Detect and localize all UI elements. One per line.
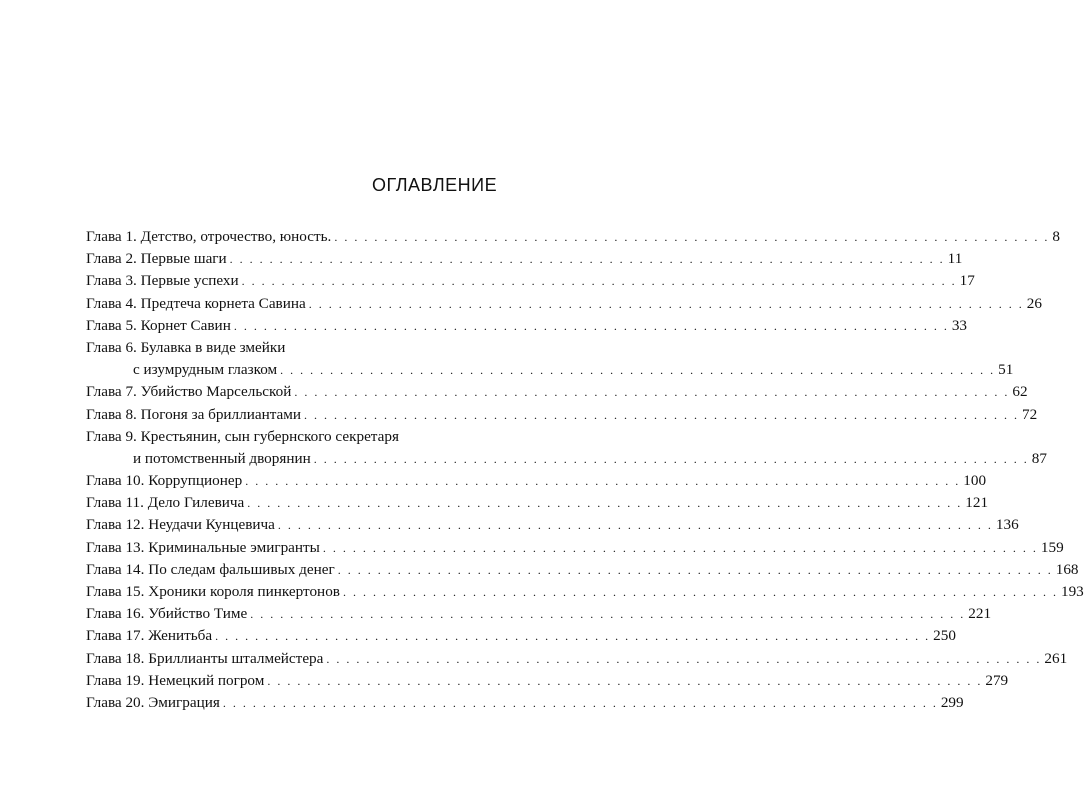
chapter-title: Эмиграция — [148, 693, 220, 711]
chapter-title: Убийство Марсельской — [140, 383, 292, 401]
chapter-label: Глава 2. — [86, 250, 137, 268]
chapter-title: Детство, отрочество, юность. — [140, 228, 332, 245]
dot-leader: . . . . . . . . . . . . . . . . . . . . . . . . . . . . . . . . . . . . . . . . . . . . . . . . . . . . . . . . . . . . . . . . . . . . . . . . — [326, 651, 1042, 666]
toc-entry-line — [86, 581, 1084, 603]
chapter-label: Глава 14. — [86, 560, 145, 578]
chapter-label: Глава 9. — [86, 427, 137, 445]
toc-entry — [86, 315, 968, 337]
chapter-title: Предтеча корнета Савина — [140, 294, 306, 312]
chapter-title: Убийство Тиме — [148, 605, 248, 623]
toc-entry — [86, 514, 1019, 536]
chapter-title: Корнет Савин — [140, 316, 231, 334]
page-number: 136 — [995, 516, 1019, 534]
page-number: 11 — [947, 250, 963, 268]
chapter-label: Глава 6. — [86, 338, 137, 356]
toc-entry-line — [86, 448, 1047, 470]
page-number: 51 — [998, 361, 1014, 379]
page-number: 168 — [1055, 560, 1079, 578]
page-number: 121 — [965, 494, 989, 512]
chapter-title: Крестьянин, сын губернского секретаря — [140, 427, 399, 445]
chapter-label: Глава 18. — [86, 649, 145, 667]
page-number: 33 — [951, 316, 968, 334]
toc-entry — [86, 404, 1038, 426]
page-number: 221 — [968, 605, 992, 623]
dot-leader: . . . . . . . . . . . . . . . . . . . . . . . . . . . . . . . . . . . . . . . . . . . . . . . . . . . . . . . . . . . . . . . . . . . . . . . . — [313, 451, 1029, 466]
chapter-label: Глава 15. — [86, 583, 145, 600]
dot-leader: . . . . . . . . . . . . . . . . . . . . . . . . . . . . . . . . . . . . . . . . . . . . . . . . . . . . . . . . . . . . . . . . . . . . . . . . — [245, 474, 961, 489]
toc-entry — [86, 492, 989, 514]
dot-leader: . . . . . . . . . . . . . . . . . . . . . . . . . . . . . . . . . . . . . . . . . . . . . . . . . . . . . . . . . . . . . . . . . . . . . . . . — [294, 385, 1010, 400]
dot-leader: . . . . . . . . . . . . . . . . . . . . . . . . . . . . . . . . . . . . . . . . . . . . . . . . . . . . . . . . . . . . . . . . . . . . . . . . — [322, 540, 1038, 555]
chapter-label: Глава 12. — [86, 516, 145, 534]
chapter-title: Неудачи Кунцевича — [148, 516, 275, 534]
toc-entry — [86, 581, 1084, 603]
toc-entry — [86, 293, 1042, 315]
toc-entry-line — [86, 381, 1028, 403]
toc-entry-line — [86, 537, 1064, 559]
toc-entry-line — [86, 492, 989, 514]
dot-leader: . . . . . . . . . . . . . . . . . . . . . . . . . . . . . . . . . . . . . . . . . . . . . . . . . . . . . . . . . . . . . . . . . . . . . . . . — [337, 562, 1053, 577]
dot-leader: . . . . . . . . . . . . . . . . . . . . . . . . . . . . . . . . . . . . . . . . . . . . . . . . . . . . . . . . . . . . . . . . . . . . . . . . — [267, 673, 983, 688]
chapter-label: Глава 20. — [86, 693, 145, 711]
toc-entry-line — [86, 470, 987, 492]
chapter-label: Глава 4. — [86, 294, 137, 312]
page-number: 62 — [1012, 383, 1028, 401]
chapter-title: Хроники короля пинкертонов — [148, 583, 340, 600]
chapter-label: Глава 11. — [86, 494, 144, 512]
toc-entry — [86, 692, 964, 714]
page-number: 279 — [985, 671, 1009, 689]
chapter-title: и потомственный дворянин — [133, 449, 311, 467]
page-number: 87 — [1031, 449, 1047, 467]
dot-leader: . . . . . . . . . . . . . . . . . . . . . . . . . . . . . . . . . . . . . . . . . . . . . . . . . . . . . . . . . . . . . . . . . . . . . . . . — [342, 585, 1058, 599]
toc-entry — [86, 426, 1047, 470]
toc-entry — [86, 226, 1060, 248]
chapter-label: Глава 10. — [86, 472, 145, 490]
toc-entry — [86, 603, 992, 625]
chapter-label: Глава 3. — [86, 272, 137, 290]
dot-leader: . . . . . . . . . . . . . . . . . . . . . . . . . . . . . . . . . . . . . . . . . . . . . . . . . . . . . . . . . . . . . . . . . . . . . . . . — [334, 230, 1050, 244]
toc-entry — [86, 270, 975, 292]
toc-entry-line — [86, 359, 1014, 381]
toc-entry-line — [86, 248, 963, 270]
toc-entry-line — [86, 559, 1079, 581]
page-number: 8 — [1052, 228, 1060, 245]
toc-entry-line — [86, 270, 975, 292]
toc-entry-line — [86, 514, 1019, 536]
chapter-title: Погоня за бриллиантами — [140, 405, 302, 423]
page-number: 299 — [940, 693, 964, 711]
toc-entry — [86, 248, 963, 270]
chapter-label: Глава 1. — [86, 228, 137, 245]
chapter-title: Булавка в виде змейки — [140, 338, 286, 356]
toc-entry — [86, 670, 1009, 692]
toc-entry-line — [86, 692, 964, 714]
toc-entry-line — [86, 426, 486, 448]
toc-entry — [86, 337, 1014, 381]
page-number: 100 — [963, 472, 987, 490]
toc-entry — [86, 381, 1028, 403]
toc-entry-line — [86, 404, 1038, 426]
page-number: 159 — [1040, 538, 1064, 556]
dot-leader: . . . . . . . . . . . . . . . . . . . . . . . . . . . . . . . . . . . . . . . . . . . . . . . . . . . . . . . . . . . . . . . . . . . . . . . . — [304, 407, 1020, 422]
table-of-contents — [86, 226, 1084, 714]
chapter-title: Женитьба — [148, 627, 213, 645]
dot-leader: . . . . . . . . . . . . . . . . . . . . . . . . . . . . . . . . . . . . . . . . . . . . . . . . . . . . . . . . . . . . . . . . . . . . . . . . — [229, 252, 945, 267]
toc-entry-line — [86, 625, 956, 647]
dot-leader: . . . . . . . . . . . . . . . . . . . . . . . . . . . . . . . . . . . . . . . . . . . . . . . . . . . . . . . . . . . . . . . . . . . . . . . . — [250, 607, 966, 622]
chapter-title: Дело Гилевича — [147, 494, 245, 512]
dot-leader: . . . . . . . . . . . . . . . . . . . . . . . . . . . . . . . . . . . . . . . . . . . . . . . . . . . . . . . . . . . . . . . . . . . . . . . . — [277, 518, 993, 533]
chapter-label: Глава 7. — [86, 383, 137, 401]
toc-entry-line — [86, 603, 992, 625]
toc-entry — [86, 537, 1064, 559]
toc-entry-line — [86, 648, 1068, 670]
page-number: 26 — [1026, 294, 1042, 312]
toc-entry-line — [86, 337, 486, 359]
toc-entry-line — [86, 670, 1009, 692]
dot-leader: . . . . . . . . . . . . . . . . . . . . . . . . . . . . . . . . . . . . . . . . . . . . . . . . . . . . . . . . . . . . . . . . . . . . . . . . — [308, 296, 1024, 311]
dot-leader: . . . . . . . . . . . . . . . . . . . . . . . . . . . . . . . . . . . . . . . . . . . . . . . . . . . . . . . . . . . . . . . . . . . . . . . . — [247, 496, 963, 511]
dot-leader: . . . . . . . . . . . . . . . . . . . . . . . . . . . . . . . . . . . . . . . . . . . . . . . . . . . . . . . . . . . . . . . . . . . . . . . . — [280, 363, 996, 378]
page-number: 72 — [1022, 405, 1038, 423]
dot-leader: . . . . . . . . . . . . . . . . . . . . . . . . . . . . . . . . . . . . . . . . . . . . . . . . . . . . . . . . . . . . . . . . . . . . . . . . — [215, 629, 931, 644]
toc-entry-line — [86, 293, 1042, 315]
chapter-title: с изумрудным глазком — [133, 361, 278, 379]
toc-entry — [86, 470, 987, 492]
chapter-label: Глава 19. — [86, 671, 145, 689]
page-number: 193 — [1060, 583, 1084, 600]
chapter-title: Первые успехи — [140, 272, 239, 290]
toc-entry — [86, 648, 1068, 670]
toc-entry — [86, 625, 956, 647]
chapter-label: Глава 13. — [86, 538, 145, 556]
chapter-title: Немецкий погром — [148, 671, 265, 689]
chapter-title: Криминальные эмигранты — [148, 538, 320, 556]
chapter-title: Первые шаги — [140, 250, 227, 268]
page-number: 261 — [1044, 649, 1068, 667]
dot-leader: . . . . . . . . . . . . . . . . . . . . . . . . . . . . . . . . . . . . . . . . . . . . . . . . . . . . . . . . . . . . . . . . . . . . . . . . — [222, 695, 938, 710]
chapter-label: Глава 5. — [86, 316, 137, 334]
dot-leader: . . . . . . . . . . . . . . . . . . . . . . . . . . . . . . . . . . . . . . . . . . . . . . . . . . . . . . . . . . . . . . . . . . . . . . . . — [233, 318, 949, 333]
chapter-label: Глава 16. — [86, 605, 145, 623]
dot-leader: . . . . . . . . . . . . . . . . . . . . . . . . . . . . . . . . . . . . . . . . . . . . . . . . . . . . . . . . . . . . . . . . . . . . . . . . — [241, 274, 957, 289]
toc-entry-line — [86, 315, 968, 337]
page-number: 17 — [959, 272, 975, 290]
toc-heading: ОГЛАВЛЕНИЕ — [372, 175, 498, 195]
chapter-label: Глава 17. — [86, 627, 145, 645]
chapter-title: По следам фальшивых денег — [148, 560, 335, 578]
chapter-title: Коррупционер — [148, 472, 243, 490]
toc-entry-line — [86, 226, 1060, 248]
chapter-label: Глава 8. — [86, 405, 137, 423]
toc-entry — [86, 559, 1079, 581]
page-number: 250 — [933, 627, 956, 645]
chapter-title: Бриллианты шталмейстера — [148, 649, 324, 667]
